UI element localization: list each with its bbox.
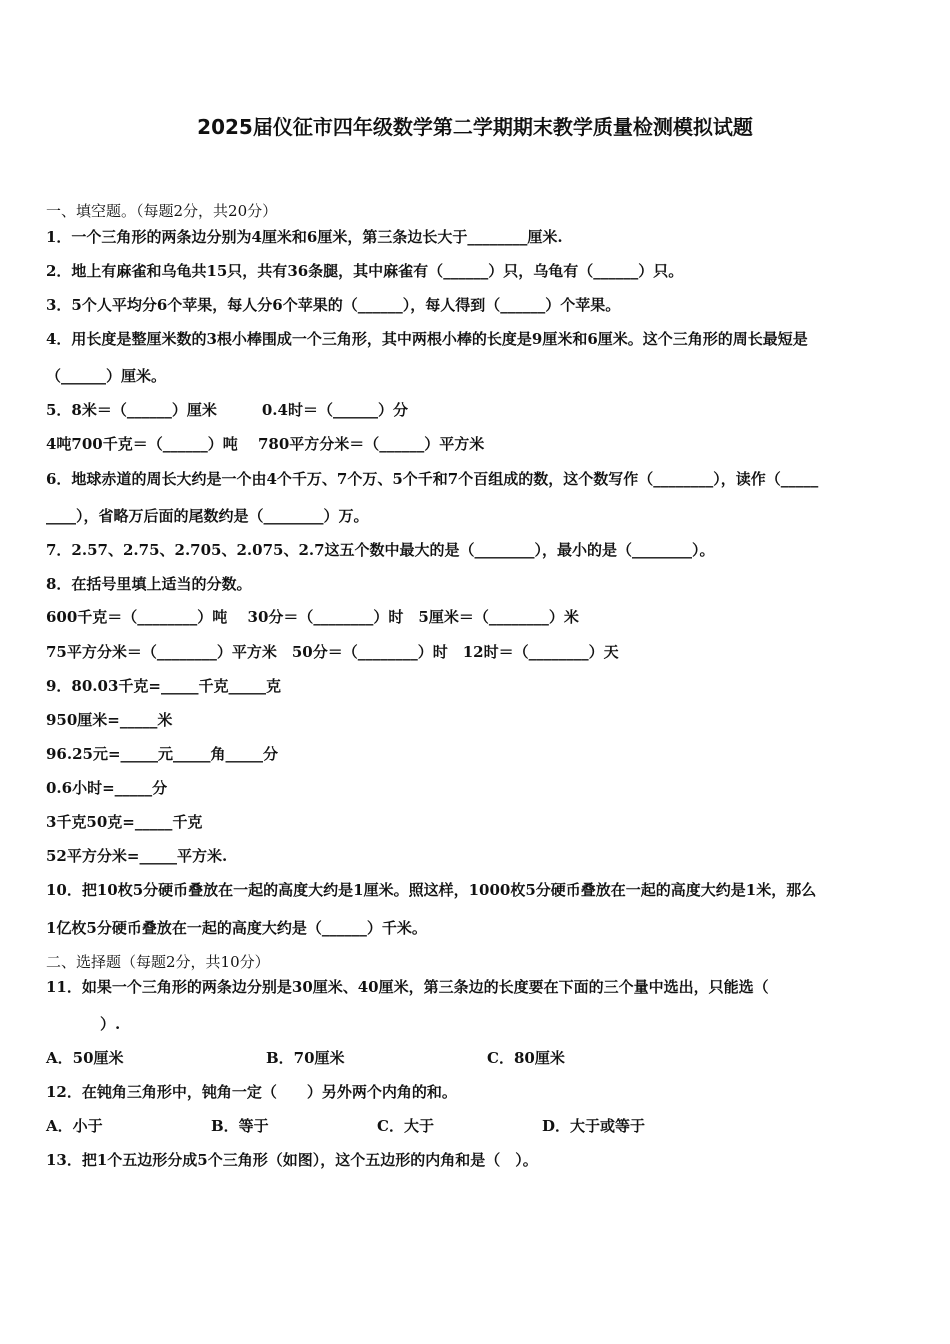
question-10: 10．把10枚5分硬币叠放在一起的高度大约是1厘米。照这样，1000枚5分硬币叠放在一起的高度大约是1米，那么	[46, 881, 817, 899]
question-9-line5: 3千克50克=_____千克	[46, 813, 203, 831]
question-11-cont: ）.	[100, 1015, 121, 1033]
section-heading-choice: 二、选择题（每题2分，共10分）	[46, 953, 270, 971]
q12-option-d: D．大于或等于	[542, 1117, 646, 1135]
question-8: 8．在括号里填上适当的分数。	[46, 575, 252, 593]
question-11: 11．如果一个三角形的两条边分别是30厘米、40厘米，第三条边的长度要在下面的三个量中选出，只能选（	[46, 978, 769, 996]
q12-option-a: A．小于	[46, 1117, 103, 1135]
question-2: 2．地上有麻雀和乌龟共15只，共有36条腿，其中麻雀有（______）只，乌龟有（______）只。	[46, 262, 684, 280]
question-9-line6: 52平方分米=_____平方米.	[46, 847, 228, 865]
question-5-line1: 5．8米＝（______）厘米 0.4时＝（______）分	[46, 401, 408, 419]
question-5-line2: 4吨700千克＝（______）吨 780平方分米＝（______）平方米	[46, 435, 485, 453]
question-12: 12．在钝角三角形中，钝角一定（ ）另外两个内角的和。	[46, 1083, 457, 1101]
page-title: 2025届仪征市四年级数学第二学期期末教学质量检测模拟试题	[197, 115, 753, 139]
section-heading-fill-blank: 一、填空题。（每题2分，共20分）	[46, 202, 278, 220]
question-9-line4: 0.6小时=_____分	[46, 779, 168, 797]
question-4-cont: （______）厘米。	[46, 367, 167, 385]
question-8-line2: 75平方分米＝（________）平方米 50分＝（________）时 12时＝（________）天	[46, 643, 619, 661]
q11-option-c: C．80厘米	[487, 1049, 565, 1067]
question-1: 1．一个三角形的两条边分别为4厘米和6厘米，第三条边长大于________厘米.	[46, 228, 563, 246]
question-9: 9．80.03千克=_____千克_____克	[46, 677, 281, 695]
question-6: 6．地球赤道的周长大约是一个由4个千万、7个万、5个千和7个百组成的数，这个数写作（________），读作（_____	[46, 470, 819, 488]
question-13: 13．把1个五边形分成5个三角形（如图），这个五边形的内角和是（ ）。	[46, 1151, 538, 1169]
question-8-line1: 600千克＝（________）吨 30分＝（________）时 5厘米＝（________）米	[46, 608, 579, 626]
question-9-line3: 96.25元=_____元_____角_____分	[46, 745, 279, 763]
q12-option-c: C．大于	[377, 1117, 434, 1135]
q11-option-a: A．50厘米	[46, 1049, 124, 1067]
q11-option-b: B．70厘米	[266, 1049, 345, 1067]
question-3: 3．5个人平均分6个苹果，每人分6个苹果的（______），每人得到（______）个苹果。	[46, 296, 621, 314]
question-4: 4．用长度是整厘米数的3根小棒围成一个三角形，其中两根小棒的长度是9厘米和6厘米。这个三角形的周长最短是	[46, 330, 808, 348]
question-7: 7．2.57、2.75、2.705、2.075、2.7这五个数中最大的是（________），最小的是（________）。	[46, 541, 715, 559]
question-9-line2: 950厘米=_____米	[46, 711, 173, 729]
question-10-cont: 1亿枚5分硬币叠放在一起的高度大约是（______）千米。	[46, 919, 427, 937]
q12-option-b: B．等于	[211, 1117, 269, 1135]
question-6-cont: ____），省略万后面的尾数约是（________）万。	[46, 507, 369, 525]
